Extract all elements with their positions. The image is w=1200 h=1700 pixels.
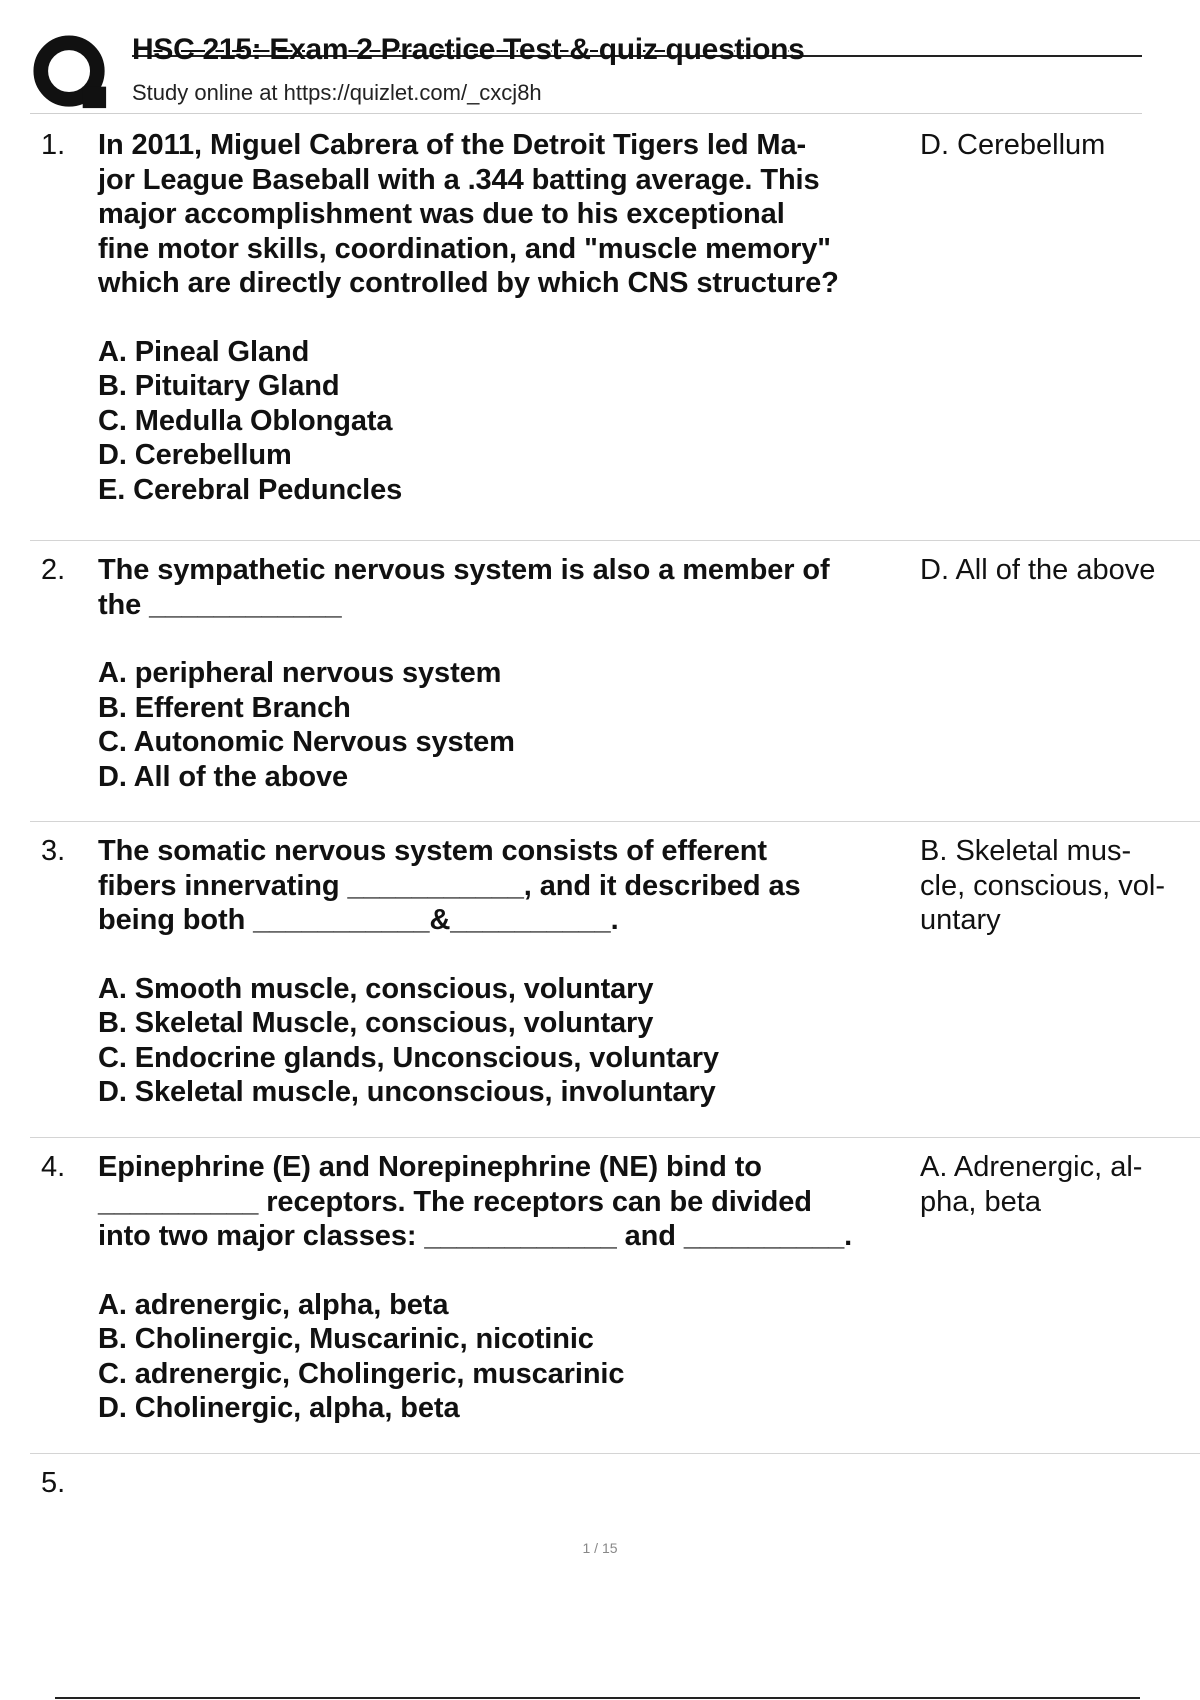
question-3 [30, 822, 1200, 1138]
option-c: C. Endocrine glands, Unconscious, voluntary [98, 1041, 719, 1074]
quizlet-q-icon [32, 34, 110, 112]
option-a: A. adrenergic, alpha, beta [98, 1288, 449, 1321]
option-a: A. Pineal Gland [98, 335, 310, 368]
bottom-divider [55, 1697, 1140, 1699]
question-prompt: The sympathetic nervous system is also a member of the ____________ [98, 554, 830, 621]
answer-options [98, 656, 938, 794]
option-c: C. Medulla Oblongata [98, 404, 393, 437]
correct-answer: B. Skeletal mus- cle, conscious, vol- untary [920, 835, 1165, 936]
question-body [98, 128, 938, 507]
option-b: B. Skeletal Muscle, conscious, voluntary [98, 1007, 654, 1039]
answer-options [98, 972, 938, 1110]
question-body [98, 834, 938, 1110]
document-title: HSC 215: Exam 2 Practice Test & quiz questions [132, 33, 805, 66]
question-1 [30, 116, 1200, 541]
page-number: 1 / 15 [582, 1540, 618, 1556]
header-divider [30, 113, 1142, 114]
option-e: E. Cerebral Peduncles [98, 473, 403, 506]
correct-answer: D. Cerebellum [920, 129, 1106, 161]
answer-options [98, 1288, 938, 1426]
correct-answer: A. Adrenergic, al- pha, beta [920, 1151, 1143, 1218]
option-d: D. Cerebellum [98, 439, 292, 471]
question-number: 2. [41, 554, 66, 586]
question-prompt: Epinephrine (E) and Norepinephrine (NE) bind to __________ receptors. The receptors can be divided into two major classes: ____________ and __________. [98, 1151, 853, 1252]
correct-answer: D. All of the above [920, 554, 1156, 586]
question-number: 3. [41, 835, 66, 867]
question-number: 5. [41, 1467, 66, 1499]
question-4 [30, 1138, 1200, 1454]
question-list [30, 116, 1200, 1514]
study-online-link[interactable]: Study online at https://quizlet.com/_cxcj8h [132, 80, 542, 105]
question-number: 4. [41, 1151, 66, 1183]
question-body [98, 1150, 938, 1426]
answer-options [98, 335, 938, 508]
question-prompt: In 2011, Miguel Cabrera of the Detroit Tigers led Ma- jor League Baseball with a .344 batting average. This major accomplishment was due to his exceptional fine motor skills, coordination, and "muscle memory" which are directly controlled by which CNS structure? [98, 129, 839, 299]
question-prompt: The somatic nervous system consists of efferent fibers innervating ___________, and it described as being both ___________&__________. [98, 835, 801, 936]
option-c: C. adrenergic, Cholingeric, muscarinic [98, 1357, 625, 1390]
option-b: B. Cholinergic, Muscarinic, nicotinic [98, 1323, 594, 1355]
option-d: D. All of the above [98, 760, 348, 793]
page-header [30, 30, 1142, 114]
option-b: B. Pituitary Gland [98, 370, 340, 402]
option-a: A. Smooth muscle, conscious, voluntary [98, 972, 654, 1005]
question-body [98, 553, 938, 794]
question-number: 1. [41, 129, 66, 161]
option-c: C. Autonomic Nervous system [98, 726, 515, 758]
question-2 [30, 541, 1200, 822]
option-d: D. Skeletal muscle, unconscious, involuntary [98, 1076, 716, 1108]
question-5 [30, 1454, 1200, 1514]
option-a: A. peripheral nervous system [98, 657, 502, 689]
option-d: D. Cholinergic, alpha, beta [98, 1392, 460, 1424]
option-b: B. Efferent Branch [98, 691, 351, 724]
